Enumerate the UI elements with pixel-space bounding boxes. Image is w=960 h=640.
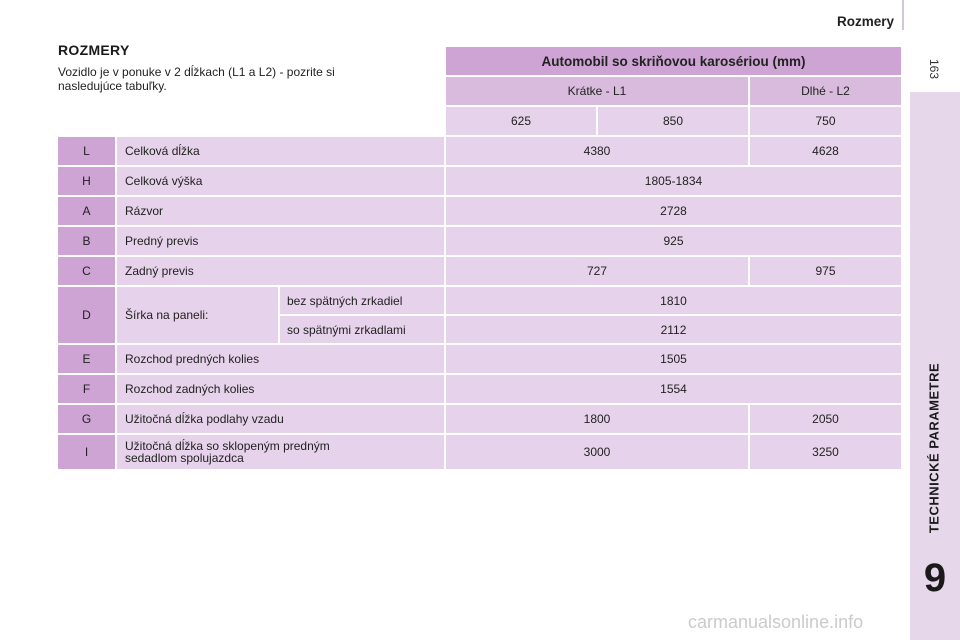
row-code: A: [58, 197, 115, 225]
row-value: 1805-1834: [446, 167, 901, 195]
section-title: ROZMERY: [58, 42, 130, 58]
row-value-l2: 975: [750, 257, 901, 285]
row-label: Celková výška: [117, 167, 444, 195]
section-intro: [58, 66, 430, 93]
row-value-l1: 1800: [446, 405, 748, 433]
row-value-l2: 4628: [750, 137, 901, 165]
row-code: I: [58, 435, 115, 469]
page-number: 163: [927, 59, 941, 80]
watermark: carmanualsonline.info: [688, 612, 864, 632]
row-code: L: [58, 137, 115, 165]
row-sub-label: so spätnými zrkadlami: [280, 316, 444, 343]
row-sub-label: bez spätných zrkadiel: [280, 287, 444, 314]
row-sub-value: 2112: [446, 316, 901, 343]
row-code: C: [58, 257, 115, 285]
row-label: Zadný previs: [117, 257, 444, 285]
row-label: Celková dĺžka: [117, 137, 444, 165]
row-code: H: [58, 167, 115, 195]
row-code: E: [58, 345, 115, 373]
row-label-line: Užitočná dĺžka so sklopeným predným: [125, 439, 330, 453]
chapter-side-label-text: TECHNICKÉ PARAMETRE: [926, 362, 942, 534]
row-value-l1: 3000: [446, 435, 748, 469]
row-label: Rázvor: [117, 197, 444, 225]
header-divider: [902, 0, 904, 30]
row-label: [117, 435, 444, 469]
row-label: Užitočná dĺžka podlahy vzadu: [117, 405, 444, 433]
row-value-l1: 727: [446, 257, 748, 285]
row-value-l2: 2050: [750, 405, 901, 433]
chapter-number: 9: [923, 556, 947, 600]
header-title: Rozmery: [836, 14, 894, 29]
intro-line: nasledujúce tabuľky.: [58, 78, 167, 93]
row-value-l1: 4380: [446, 137, 748, 165]
row-code: D: [58, 287, 115, 343]
wheelbase-code: 750: [750, 107, 901, 135]
variant-l1: Krátke - L1: [446, 77, 748, 105]
row-label: Predný previs: [117, 227, 444, 255]
row-label-line: sedadlom spolujazdca: [125, 451, 244, 465]
row-label: Rozchod predných kolies: [117, 345, 444, 373]
row-label: Rozchod zadných kolies: [117, 375, 444, 403]
variant-l2: Dlhé - L2: [750, 77, 901, 105]
wheelbase-code: 625: [446, 107, 596, 135]
row-value: 1554: [446, 375, 901, 403]
row-sub-value: 1810: [446, 287, 901, 314]
row-value: 925: [446, 227, 901, 255]
intro-line: Vozidlo je v ponuke v 2 dĺžkach (L1 a L2) - pozrite si: [58, 65, 335, 79]
row-value: 2728: [446, 197, 901, 225]
row-value-l2: 3250: [750, 435, 901, 469]
row-value: 1505: [446, 345, 901, 373]
table-header: Automobil so skriňovou karosériou (mm): [446, 47, 901, 75]
row-code: B: [58, 227, 115, 255]
row-label: Šírka na paneli:: [117, 287, 278, 343]
row-code: G: [58, 405, 115, 433]
row-code: F: [58, 375, 115, 403]
wheelbase-code: 850: [598, 107, 748, 135]
